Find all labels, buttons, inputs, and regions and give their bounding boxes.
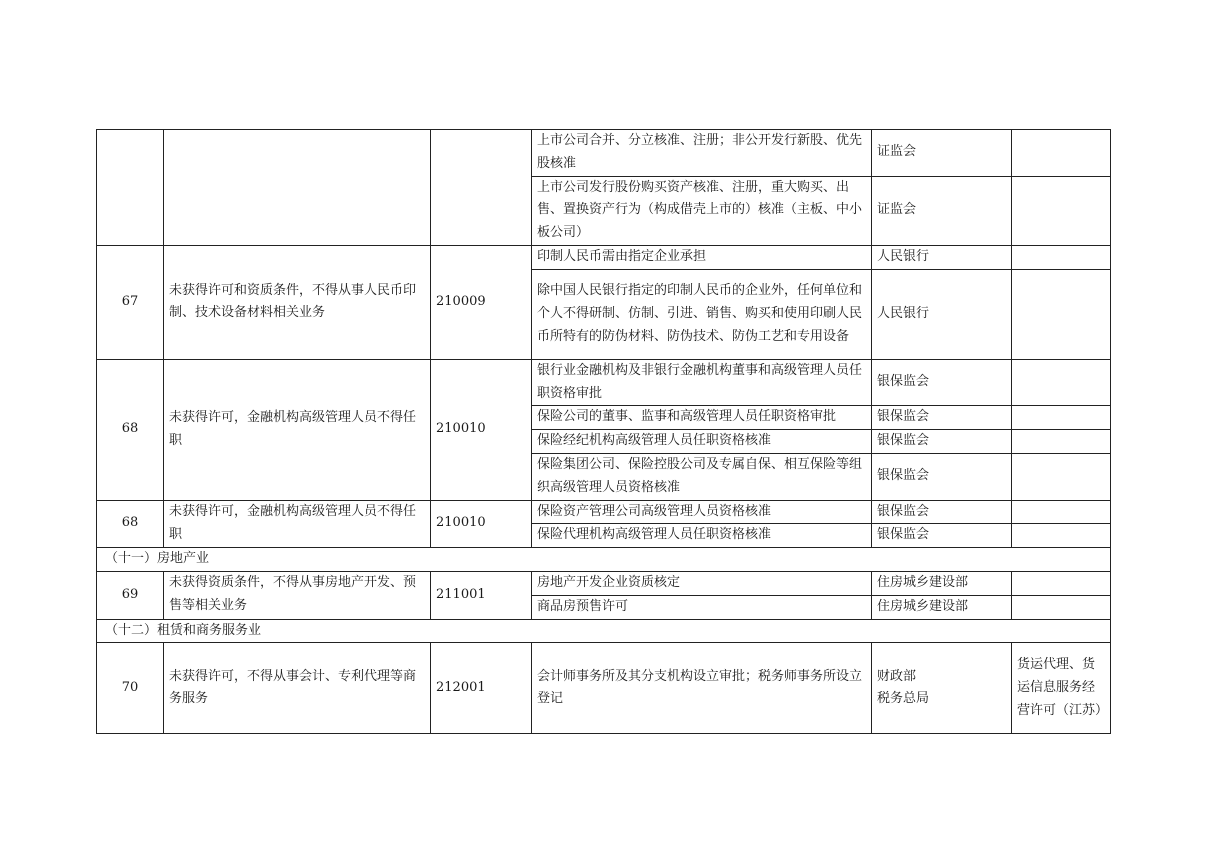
cell-code: 210009 xyxy=(431,245,532,359)
cell-note xyxy=(1012,430,1111,454)
cell-dept: 住房城乡建设部 xyxy=(872,595,1012,619)
cell-item: 会计师事务所及其分支机构设立审批；税务师事务所设立登记 xyxy=(532,643,872,734)
cell-measure: 未获得许可和资质条件，不得从事人民币印制、技术设备材料相关业务 xyxy=(164,245,431,359)
cell-note xyxy=(1012,176,1111,245)
measures-table xyxy=(96,129,1111,734)
cell-dept: 银保监会 xyxy=(872,430,1012,454)
cell-item: 房地产开发企业资质核定 xyxy=(532,571,872,595)
cell-item: 上市公司合并、分立核准、注册；非公开发行新股、优先股核准 xyxy=(532,130,872,177)
cell-no: 69 xyxy=(97,571,164,619)
cell-code: 210010 xyxy=(431,359,532,500)
cell-no: 67 xyxy=(97,245,164,359)
cell-item: 银行业金融机构及非银行金融机构董事和高级管理人员任职资格审批 xyxy=(532,359,872,406)
cell-note xyxy=(1012,130,1111,177)
cell-note xyxy=(1012,406,1111,430)
cell-no xyxy=(97,130,164,246)
cell-dept: 财政部 税务总局 xyxy=(872,643,1012,734)
cell-note xyxy=(1012,500,1111,524)
cell-item: 保险代理机构高级管理人员任职资格核准 xyxy=(532,524,872,548)
cell-code: 211001 xyxy=(431,571,532,619)
cell-dept: 人民银行 xyxy=(872,245,1012,269)
cell-dept: 银保监会 xyxy=(872,406,1012,430)
cell-measure: 未获得许可，金融机构高级管理人员不得任职 xyxy=(164,500,431,548)
cell-dept: 银保监会 xyxy=(872,500,1012,524)
cell-note xyxy=(1012,245,1111,269)
cell-no: 68 xyxy=(97,359,164,500)
table-row xyxy=(97,359,1111,406)
cell-item: 印制人民币需由指定企业承担 xyxy=(532,245,872,269)
table-row xyxy=(97,571,1111,595)
cell-dept: 证监会 xyxy=(872,176,1012,245)
cell-no: 70 xyxy=(97,643,164,734)
cell-note: 货运代理、货运信息服务经营许可（江苏） xyxy=(1012,643,1111,734)
table-row xyxy=(97,245,1111,269)
cell-dept: 人民银行 xyxy=(872,269,1012,359)
cell-note xyxy=(1012,595,1111,619)
cell-measure: 未获得资质条件，不得从事房地产开发、预售等相关业务 xyxy=(164,571,431,619)
section-row xyxy=(97,548,1111,572)
cell-note xyxy=(1012,269,1111,359)
cell-note xyxy=(1012,453,1111,500)
table-row xyxy=(97,130,1111,177)
cell-item: 保险资产管理公司高级管理人员资格核准 xyxy=(532,500,872,524)
cell-item: 保险公司的董事、监事和高级管理人员任职资格审批 xyxy=(532,406,872,430)
cell-note xyxy=(1012,359,1111,406)
cell-dept: 银保监会 xyxy=(872,359,1012,406)
cell-code xyxy=(431,130,532,246)
cell-dept: 证监会 xyxy=(872,130,1012,177)
cell-item: 商品房预售许可 xyxy=(532,595,872,619)
section-heading: （十二）租赁和商务服务业 xyxy=(97,619,1111,643)
cell-dept: 银保监会 xyxy=(872,524,1012,548)
cell-dept: 银保监会 xyxy=(872,453,1012,500)
cell-measure: 未获得许可，不得从事会计、专利代理等商务服务 xyxy=(164,643,431,734)
cell-item: 保险经纪机构高级管理人员任职资格核准 xyxy=(532,430,872,454)
cell-item: 保险集团公司、保险控股公司及专属自保、相互保险等组织高级管理人员资格核准 xyxy=(532,453,872,500)
table-row xyxy=(97,643,1111,734)
cell-measure xyxy=(164,130,431,246)
cell-item: 上市公司发行股份购买资产核准、注册，重大购买、出售、置换资产行为（构成借壳上市的）核准（主板、中小板公司） xyxy=(532,176,872,245)
cell-note xyxy=(1012,571,1111,595)
cell-note xyxy=(1012,524,1111,548)
cell-item: 除中国人民银行指定的印制人民币的企业外，任何单位和个人不得研制、仿制、引进、销售、购买和使用印刷人民币所特有的防伪材料、防伪技术、防伪工艺和专用设备 xyxy=(532,269,872,359)
cell-no: 68 xyxy=(97,500,164,548)
cell-code: 212001 xyxy=(431,643,532,734)
cell-dept: 住房城乡建设部 xyxy=(872,571,1012,595)
section-heading: （十一）房地产业 xyxy=(97,548,1111,572)
section-row xyxy=(97,619,1111,643)
table-row xyxy=(97,500,1111,524)
cell-code: 210010 xyxy=(431,500,532,548)
cell-measure: 未获得许可，金融机构高级管理人员不得任职 xyxy=(164,359,431,500)
